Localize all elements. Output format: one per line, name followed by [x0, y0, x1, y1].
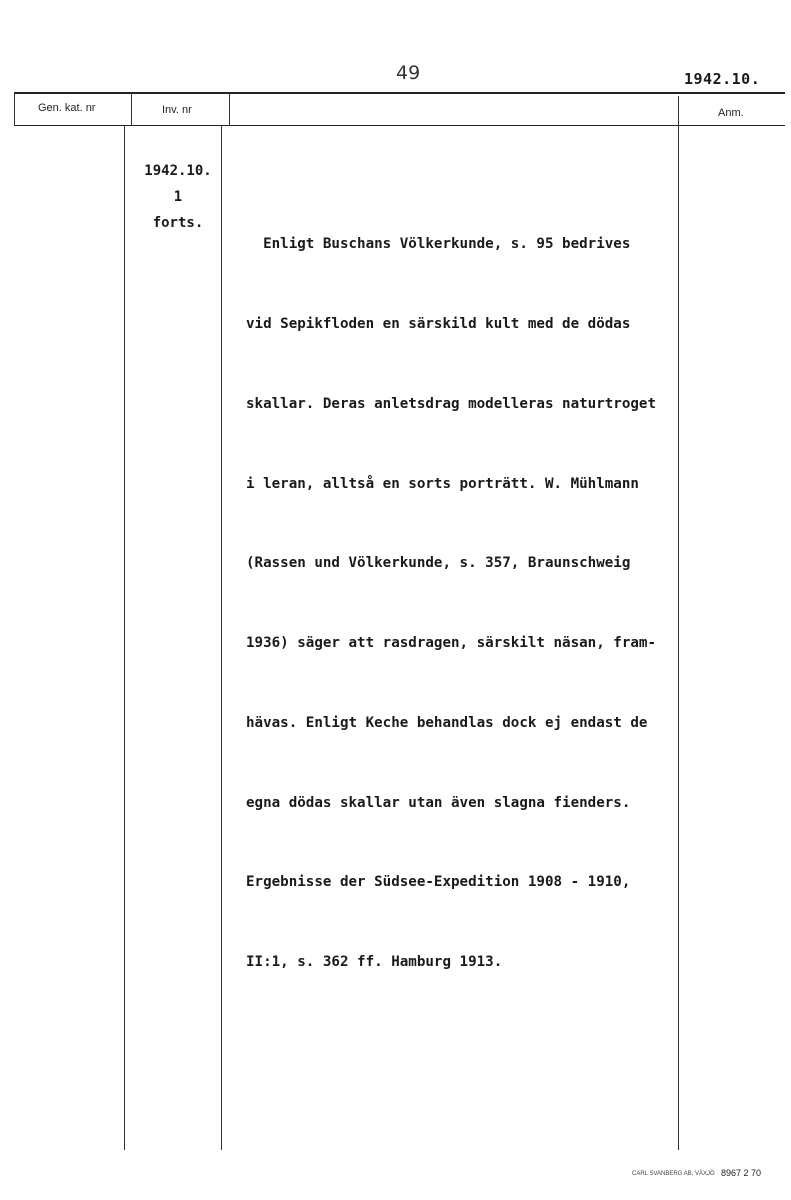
- text-line: Ergebnisse der Südsee-Expedition 1908 - 1910,: [246, 874, 631, 891]
- left-border: [14, 92, 15, 126]
- text-line: 1936) säger att rasdragen, särskilt näsan, fram-: [246, 635, 656, 652]
- text-line: II:1, s. 362 ff. Hamburg 1913.: [246, 954, 503, 971]
- inventory-number-line: 1: [173, 189, 183, 205]
- text-line: Enligt Buschans Völkerkunde, s. 95 bedrives: [246, 236, 631, 253]
- inventory-number-line: forts.: [152, 215, 204, 231]
- header-top-rule: [14, 92, 785, 94]
- text-line: skallar. Deras anletsdrag modelleras naturtroget: [246, 395, 656, 412]
- gen-kat-divider: [131, 92, 132, 126]
- anm-divider: [678, 96, 679, 1150]
- form-number: 8967 2 70: [721, 1168, 762, 1178]
- entry-text: [246, 178, 676, 1029]
- column-header-anm: Anm.: [718, 107, 744, 119]
- inventory-number: [132, 158, 224, 236]
- text-line: egna dödas skallar utan även slagna fienders.: [246, 794, 631, 811]
- text-line: i leran, alltså en sorts porträtt. W. Mühlmann: [246, 475, 639, 492]
- text-line: (Rassen und Völkerkunde, s. 357, Braunschweig: [246, 555, 631, 572]
- printer-mark: CARL SVANBERG AB, VÄXJÖ: [632, 1171, 715, 1177]
- inventory-number-line: 1942.10.: [144, 163, 212, 179]
- gen-kat-divider-lower: [124, 126, 125, 1150]
- header-date: 1942.10.: [684, 70, 761, 88]
- inv-divider: [229, 92, 230, 126]
- text-line: hävas. Enligt Keche behandlas dock ej endast de: [246, 714, 648, 731]
- column-header-gen-kat: Gen. kat. nr: [38, 102, 96, 114]
- inv-divider-lower: [221, 126, 222, 1150]
- text-line: vid Sepikfloden en särskild kult med de dödas: [246, 315, 631, 332]
- column-header-inv: Inv. nr: [162, 104, 192, 116]
- page-number: 49: [396, 62, 421, 84]
- header-bottom-rule: [14, 125, 785, 126]
